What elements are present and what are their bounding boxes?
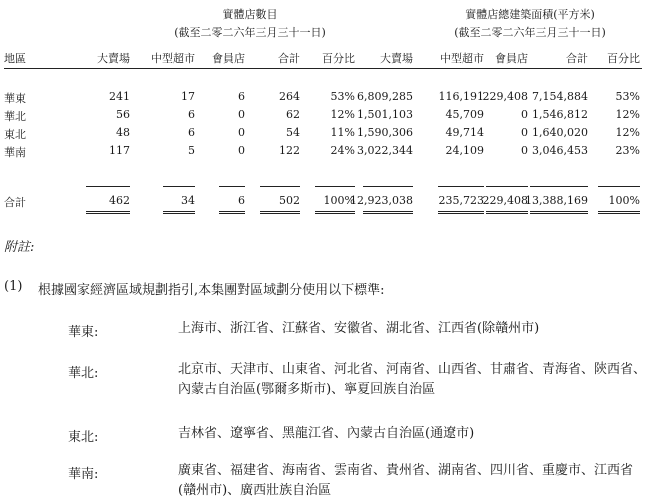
table-row-2-total: 62 [286, 108, 300, 121]
total-top-rule [86, 186, 130, 187]
table-row-4-total: 122 [279, 144, 300, 157]
table-row-1-area-supermarket: 116,191 [438, 90, 484, 103]
table-row-2-area-percentage: 12% [615, 108, 640, 121]
table-row-2-area-supermarket: 45,709 [445, 108, 484, 121]
table-total-row-supermarket: 34 [181, 194, 195, 207]
table-total-row-area-percentage: 100% [608, 194, 640, 207]
table-row-1-area-member-store: 229,408 [482, 90, 528, 103]
table-total-row-member-store: 6 [238, 194, 245, 207]
table-total-row-area-hypermarket: 12,923,038 [350, 194, 413, 207]
table-row-3-total: 54 [286, 126, 300, 139]
region-label-south: 華南: [68, 467, 99, 482]
total-top-rule [438, 186, 484, 187]
region-desc-east: 上海市、浙江省、江蘇省、安徽省、湖北省、江西省(除贛州市) [178, 321, 540, 336]
floor-area-subtitle: (截至二零二六年三月三十一日) [454, 26, 606, 39]
column-header-area-supermarket: 中型超市 [440, 52, 484, 65]
column-header-region: 地區 [4, 52, 26, 65]
total-double-rule [530, 211, 588, 214]
table-row-4-area-hypermarket: 3,022,344 [357, 144, 413, 157]
total-top-rule [363, 186, 413, 187]
total-double-rule [438, 211, 484, 214]
table-row-4-percentage: 24% [330, 144, 355, 157]
table-row-1-region: 華東 [4, 92, 26, 105]
column-header-area-total: 合計 [566, 52, 588, 65]
table-row-1-area-hypermarket: 6,809,285 [357, 90, 413, 103]
total-top-rule [530, 186, 588, 187]
floor-area-title: 實體店總建築面積(平方米) [465, 8, 595, 21]
total-double-rule [315, 211, 355, 214]
total-top-rule [315, 186, 355, 187]
total-top-rule [219, 186, 245, 187]
table-row-2-area-member-store: 0 [521, 108, 528, 121]
column-header-member-store: 會員店 [212, 52, 245, 65]
total-top-rule [598, 186, 640, 187]
table-row-4-area-total: 3,046,453 [532, 144, 588, 157]
table-row-3-area-supermarket: 49,714 [445, 126, 484, 139]
table-row-4-supermarket: 5 [188, 144, 195, 157]
column-header-supermarket: 中型超市 [151, 52, 195, 65]
total-double-rule [163, 211, 195, 214]
note-item-marker: (1) [4, 279, 23, 294]
table-row-3-percentage: 11% [330, 126, 355, 139]
table-row-1-member-store: 6 [238, 90, 245, 103]
table-row-1-supermarket: 17 [181, 90, 195, 103]
header-rule [4, 68, 642, 69]
column-header-hypermarket: 大賣場 [97, 52, 130, 65]
table-row-2-percentage: 12% [330, 108, 355, 121]
total-top-rule [486, 186, 528, 187]
table-row-3-supermarket: 6 [188, 126, 195, 139]
table-row-4-area-percentage: 23% [615, 144, 640, 157]
table-row-4-area-supermarket: 24,109 [445, 144, 484, 157]
column-header-percentage: 百分比 [322, 52, 355, 65]
total-top-rule [260, 186, 300, 187]
table-row-2-region: 華北 [4, 110, 26, 123]
table-row-3-area-member-store: 0 [521, 126, 528, 139]
table-row-1-hypermarket: 241 [109, 90, 130, 103]
total-double-rule [363, 211, 413, 214]
table-total-row-region: 合計 [4, 196, 26, 209]
table-row-3-area-total: 1,640,020 [532, 126, 588, 139]
column-header-total: 合計 [278, 52, 300, 65]
notes-heading: 附註: [4, 240, 35, 255]
column-header-area-percentage: 百分比 [607, 52, 640, 65]
table-total-row-area-supermarket: 235,723 [438, 194, 484, 207]
total-double-rule [86, 211, 130, 214]
region-label-north: 華北: [68, 366, 99, 381]
table-row-2-area-hypermarket: 1,501,103 [357, 108, 413, 121]
region-desc-south: 廣東省、福建省、海南省、雲南省、貴州省、湖南省、四川省、重慶市、江西省(贛州市)、廣西壯族自治區 [178, 463, 634, 498]
total-double-rule [486, 211, 528, 214]
region-label-east: 華東: [68, 325, 99, 340]
table-row-3-hypermarket: 48 [116, 126, 130, 139]
table-row-3-member-store: 0 [238, 126, 245, 139]
table-row-1-area-percentage: 53% [615, 90, 640, 103]
table-row-1-percentage: 53% [330, 90, 355, 103]
total-double-rule [260, 211, 300, 214]
table-row-2-supermarket: 6 [188, 108, 195, 121]
table-total-row-percentage: 100% [323, 194, 355, 207]
table-row-1-area-total: 7,154,884 [532, 90, 588, 103]
total-double-rule [219, 211, 245, 214]
table-row-4-area-member-store: 0 [521, 144, 528, 157]
total-top-rule [163, 186, 195, 187]
table-row-3-region: 東北 [4, 128, 26, 141]
table-row-3-area-percentage: 12% [615, 126, 640, 139]
note-item-text: 根據國家經濟區域規劃指引,本集團對區域劃分使用以下標準: [38, 283, 385, 298]
column-header-area-hypermarket: 大賣場 [380, 52, 413, 65]
store-count-title: 實體店數目 [222, 8, 278, 21]
store-count-subtitle: (截至二零二六年三月三十一日) [174, 26, 326, 39]
table-total-row-area-total: 13,388,169 [525, 194, 588, 207]
table-total-row-total: 502 [279, 194, 300, 207]
column-header-area-member-store: 會員店 [495, 52, 528, 65]
region-label-northeast: 東北: [68, 430, 99, 445]
table-row-2-hypermarket: 56 [116, 108, 130, 121]
table-row-4-hypermarket: 117 [109, 144, 130, 157]
table-total-row-area-member-store: 229,408 [482, 194, 528, 207]
table-total-row-hypermarket: 462 [109, 194, 130, 207]
table-row-2-area-total: 1,546,812 [532, 108, 588, 121]
table-row-1-total: 264 [279, 90, 300, 103]
table-row-2-member-store: 0 [238, 108, 245, 121]
table-row-3-area-hypermarket: 1,590,306 [357, 126, 413, 139]
region-desc-north: 北京市、天津市、山東省、河北省、河南省、山西省、甘肅省、青海省、陝西省、內蒙古自治區(鄂爾多斯市)、寧夏回族自治區 [178, 362, 647, 397]
total-double-rule [598, 211, 640, 214]
region-desc-northeast: 吉林省、遼寧省、黑龍江省、內蒙古自治區(通遼市) [178, 426, 475, 441]
table-row-4-member-store: 0 [238, 144, 245, 157]
table-row-4-region: 華南 [4, 146, 26, 159]
